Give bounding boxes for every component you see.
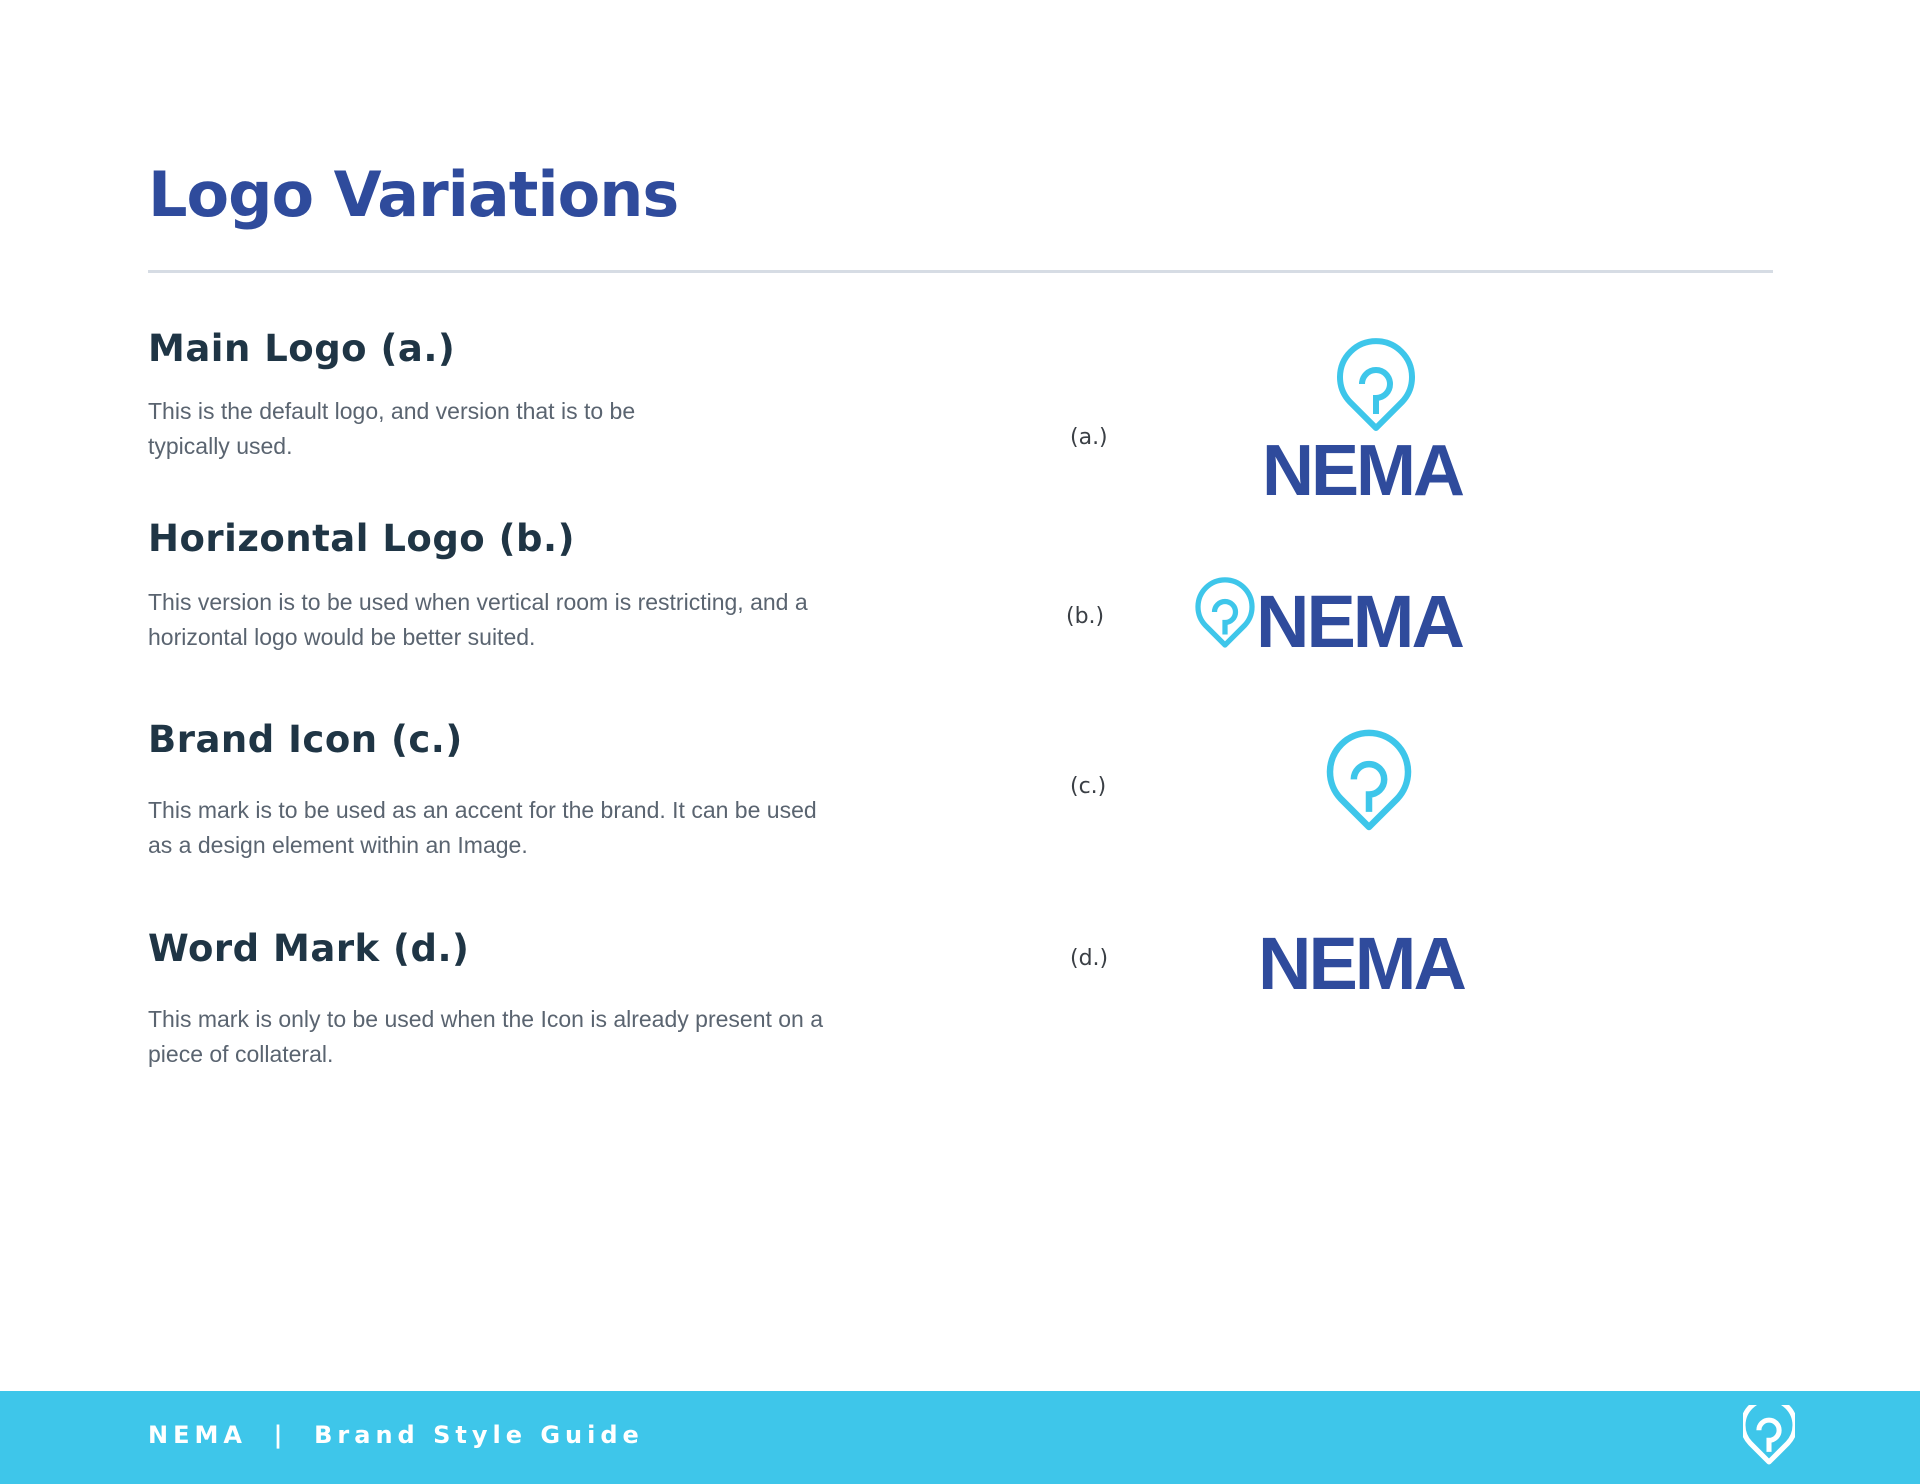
tag-a: (a.) <box>1070 425 1108 450</box>
section-body-main-logo <box>148 394 635 464</box>
section-heading-horizontal-logo: Horizontal Logo (b.) <box>148 517 575 560</box>
page-title: Logo Variations <box>148 158 679 231</box>
nema-wordmark-main <box>1262 431 1492 511</box>
section-body-brand-icon <box>148 793 817 863</box>
body-line: piece of collateral. <box>148 1041 334 1067</box>
section-body-word-mark <box>148 1002 823 1072</box>
title-divider <box>148 270 1773 273</box>
location-pin-icon <box>1198 588 1252 648</box>
body-line: horizontal logo would be better suited. <box>148 624 536 650</box>
footer-separator: | <box>273 1421 288 1449</box>
body-line: This mark is to be used as an accent for the brand. It can be used <box>148 797 817 823</box>
body-line: typically used. <box>148 433 293 459</box>
section-heading-main-logo: Main Logo (a.) <box>148 327 456 370</box>
footer-title <box>148 1421 644 1449</box>
location-pin-icon <box>1743 1405 1795 1467</box>
tag-b: (b.) <box>1066 604 1105 629</box>
body-line: as a design element within an Image. <box>148 832 528 858</box>
wordmark-text: NEMA <box>1262 431 1462 511</box>
footer-bar <box>0 1391 1920 1484</box>
location-pin-icon <box>1330 743 1408 833</box>
section-body-horizontal-logo <box>148 585 808 655</box>
location-pin-icon <box>1340 352 1412 432</box>
tag-d: (d.) <box>1070 946 1109 971</box>
nema-wordmark-only <box>1258 922 1498 1005</box>
nema-wordmark-horizontal <box>1256 580 1496 663</box>
section-heading-brand-icon: Brand Icon (c.) <box>148 718 463 761</box>
tag-c: (c.) <box>1070 774 1107 799</box>
body-line: This is the default logo, and version that is to be <box>148 398 636 424</box>
section-heading-word-mark: Word Mark (d.) <box>148 927 470 970</box>
wordmark-text: NEMA <box>1258 922 1464 1005</box>
body-line: This version is to be used when vertical room is restricting, and a <box>148 589 808 615</box>
body-line: This mark is only to be used when the Icon is already present on a <box>148 1006 824 1032</box>
footer-brand: NEMA <box>148 1421 247 1449</box>
wordmark-text: NEMA <box>1256 580 1462 663</box>
footer-subtitle: Brand Style Guide <box>314 1421 644 1449</box>
